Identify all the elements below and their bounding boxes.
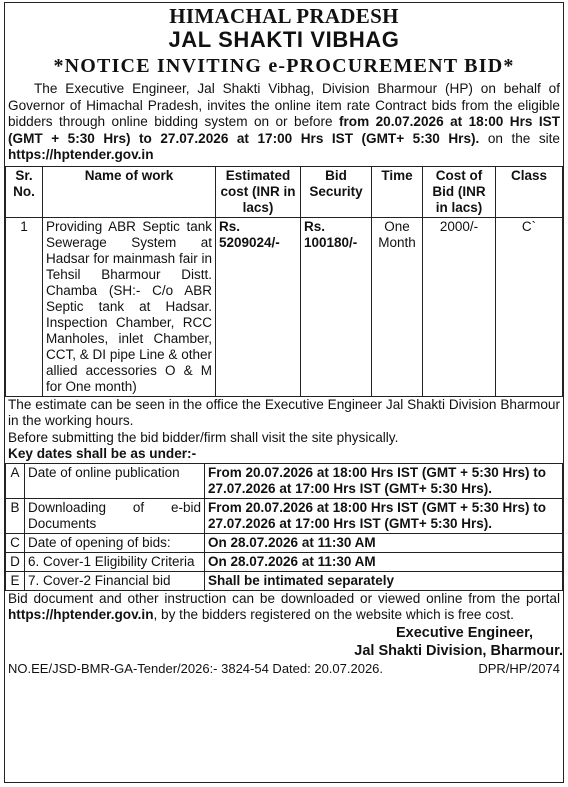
portal-link[interactable]: https://hptender.gov.in [8, 607, 154, 622]
key-item: Date of opening of bids: [25, 533, 205, 552]
key-item: 7. Cover-2 Financial bid [25, 571, 205, 590]
signature-block [5, 624, 563, 660]
download-text-2: , by the bidders registered on the website which is free cost. [153, 607, 514, 622]
col-name: Name of work [43, 166, 216, 217]
estimate-info [5, 397, 563, 463]
site-visit-line: Before submitting the bid bidder/firm shall visit the site physically. [8, 429, 399, 445]
row-cost: Rs. 5209024/- [216, 217, 301, 396]
download-info [5, 591, 563, 624]
key-date-row [6, 533, 563, 552]
reference-line [5, 661, 563, 676]
download-text: Bid document and other instruction can be downloaded or viewed online from the portal [8, 590, 560, 606]
col-sr: Sr. No. [6, 166, 43, 217]
key-item: Downloading of e-bid Documents [25, 498, 205, 533]
row-class: C` [496, 217, 563, 396]
key-value: On 28.07.2026 at 11:30 AM [205, 552, 563, 571]
key-letter: A [6, 463, 25, 498]
intro-paragraph [5, 81, 563, 164]
key-date-row [6, 498, 563, 533]
key-value: From 20.07.2026 at 18:00 Hrs IST (GMT + 5:30 Hrs) to 27.07.2026 at 17:00 Hrs IST (GMT+ 5:30 Hrs). [205, 498, 563, 533]
key-letter: D [6, 552, 25, 571]
works-table [5, 166, 563, 397]
col-class: Class [496, 166, 563, 217]
col-bid-cost: Cost of Bid (INR in lacs) [423, 166, 496, 217]
key-dates-heading: Key dates shall be as under:- [8, 446, 197, 461]
col-security: Bid Security [301, 166, 372, 217]
key-value: Shall be intimated separately [205, 571, 563, 590]
key-letter: B [6, 498, 25, 533]
key-letter: C [6, 533, 25, 552]
signatory-title: Executive Engineer, [395, 624, 533, 641]
key-date-row [6, 552, 563, 571]
key-dates-table [5, 463, 563, 591]
intro-dates: from 20.07.2026 at 18:00 Hrs IST (GMT + 5:30 Hrs) to 27.07.2026 at 17:00 Hrs IST (GMT+ 5:30 Hrs). [8, 114, 560, 146]
notice-page [4, 2, 564, 783]
estimate-line: The estimate can be seen in the office the Executive Engineer Jal Shakti Division Bharmour in the working hours. [8, 396, 560, 428]
col-time: Time [372, 166, 423, 217]
key-value: On 28.07.2026 at 11:30 AM [205, 533, 563, 552]
department-title: JAL SHAKTI VIBHAG [168, 27, 400, 52]
intro-text-2: on the site [479, 130, 560, 146]
table-row [6, 217, 563, 396]
reference-number: NO.EE/JSD-BMR-GA-Tender/2026:- 3824-54 Dated: 20.07.2026. [8, 660, 384, 676]
row-name: Providing ABR Septic tank Sewerage System at Hadsar for mainmash fair in Tehsil Bharmour Distt. Chamba (SH:- C/o ABR Septic tank at Hadsar. Inspection Chamber, RCC Manholes, inlet Chamber, CCT, & DI pipe Line & other allied accessories O & M for One month) [43, 217, 216, 396]
key-letter: E [6, 571, 25, 590]
key-value: From 20.07.2026 at 18:00 Hrs IST (GMT + 5:30 Hrs) to 27.07.2026 at 17:00 Hrs IST (GMT+ 5:30 Hrs). [205, 463, 563, 498]
row-bid-cost: 2000/- [423, 217, 496, 396]
dpr-code: DPR/HP/2074 [478, 660, 560, 676]
row-sr: 1 [6, 217, 43, 396]
key-item: Date of online publication [25, 463, 205, 498]
row-time: One Month [372, 217, 423, 396]
notice-title: *NOTICE INVITING e-PROCUREMENT BID* [53, 55, 515, 77]
key-date-row [6, 571, 563, 590]
key-date-row [6, 463, 563, 498]
row-security: Rs. 100180/- [301, 217, 372, 396]
signatory-office: Jal Shakti Division, Bharmour. [354, 642, 563, 659]
intro-text: The Executive Engineer, Jal Shakti Vibhag, Division Bharmour (HP) on behalf of Governor of Himachal Pradesh, invites the online item rate Contract bids from the eligible bidders through online bidding system on or before [8, 81, 560, 129]
intro-site-link[interactable]: https://hptender.gov.in [8, 147, 154, 162]
state-title: HIMACHAL PRADESH [169, 4, 399, 28]
works-header-row [6, 166, 563, 217]
key-item: 6. Cover-1 Eligibility Criteria [25, 552, 205, 571]
col-cost: Estimated cost (INR in lacs) [216, 166, 301, 217]
